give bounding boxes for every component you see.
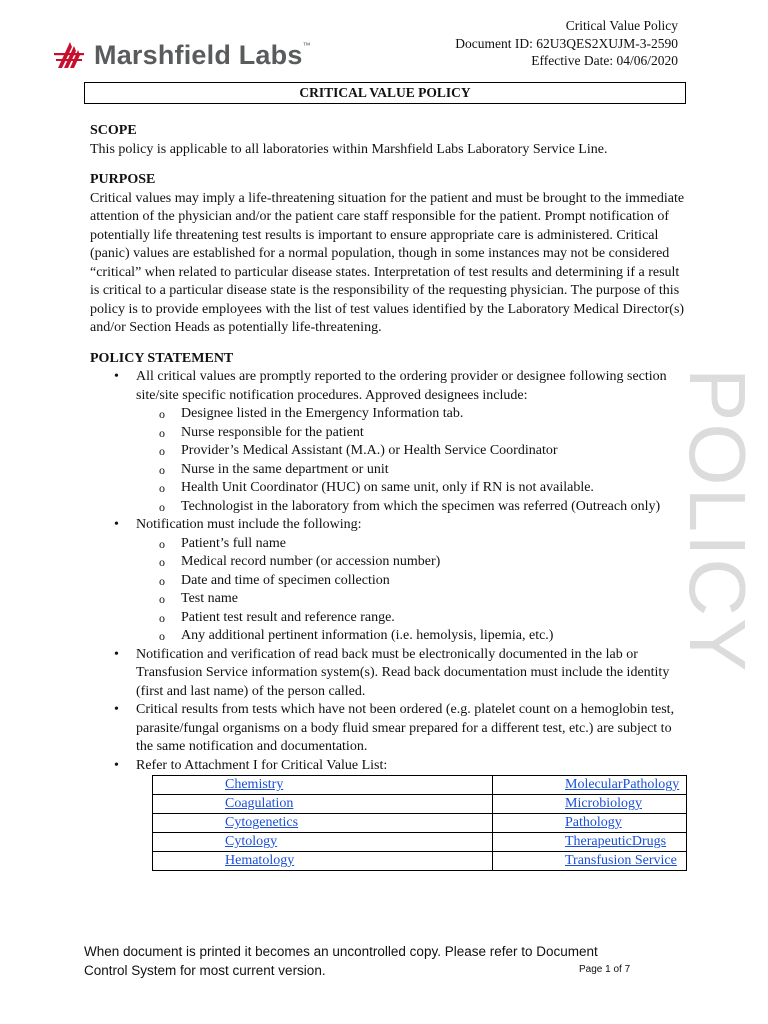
table-cell bbox=[153, 776, 493, 795]
list-item: o Test name bbox=[136, 590, 690, 609]
list-item: o Provider’s Medical Assistant (M.A.) or Health Service Coordinator bbox=[136, 442, 690, 461]
link-coagulation[interactable]: Coagulation bbox=[225, 796, 294, 811]
policy-bullet bbox=[90, 646, 690, 702]
list-item: o Nurse in the same department or unit bbox=[136, 461, 690, 480]
bullet-text: All critical values are promptly reported to the ordering provider or designee following section site/site specific notification procedures. Approved designees include: bbox=[136, 369, 667, 403]
link-therapeutic-drugs[interactable]: TherapeuticDrugs bbox=[565, 834, 667, 849]
list-item: o Technologist in the laboratory from which the specimen was referred (Outreach only) bbox=[136, 498, 690, 517]
meta-policy-name: Critical Value Policy bbox=[565, 18, 678, 33]
table-row bbox=[153, 833, 687, 852]
table-cell bbox=[493, 814, 687, 833]
purpose-heading: PURPOSE bbox=[90, 172, 156, 187]
list-item: o Nurse responsible for the patient bbox=[136, 424, 690, 443]
table-row bbox=[153, 852, 687, 871]
table-cell bbox=[493, 795, 687, 814]
policy-bullet bbox=[90, 701, 690, 757]
link-transfusion-service[interactable]: Transfusion Service bbox=[565, 853, 677, 868]
page-title: CRITICAL VALUE POLICY bbox=[84, 82, 686, 104]
policy-heading: POLICY STATEMENT bbox=[90, 350, 234, 366]
scope-text: This policy is applicable to all laboratories within Marshfield Labs Laboratory Service Line. bbox=[90, 141, 608, 157]
notification-list bbox=[136, 535, 690, 646]
list-item: o Any additional pertinent information (i.e. hemolysis, lipemia, etc.) bbox=[136, 627, 690, 646]
link-hematology[interactable]: Hematology bbox=[225, 853, 295, 868]
policy-bullet bbox=[90, 368, 690, 516]
link-cytology[interactable]: Cytology bbox=[225, 834, 278, 849]
document-meta bbox=[455, 17, 678, 70]
page-number: Page 1 of 7 bbox=[579, 964, 631, 975]
link-molecular-pathology[interactable]: MolecularPathology bbox=[565, 777, 680, 792]
table-cell bbox=[153, 814, 493, 833]
purpose-text: Critical values may imply a life-threatening situation for the patient and must be brought to the immediate attention of the physician and/or the patient care staff responsible for the patient. Prompt notification of potentially life threatening test results is important to ensure appropriate care is administered. Critical (panic) values are established for a normal population, though in some instances may not be considered “critical” when related to particular disease states. Interpretation of test results and determining if a result is critical to a particular disease state is the responsibility of the requesting physician. The purpose of this policy is to provide employees with the list of test values identified by the Laboratory Medical Director(s) and/or Section Heads as potentially life-threatening. bbox=[90, 190, 685, 335]
critical-value-list-table bbox=[152, 775, 687, 871]
table-cell bbox=[153, 795, 493, 814]
table-cell bbox=[493, 833, 687, 852]
logo-text: Marshfield Labs bbox=[94, 39, 303, 70]
table-cell bbox=[493, 852, 687, 871]
meta-effective-date: Effective Date: 04/06/2020 bbox=[531, 53, 678, 68]
policy-bullet bbox=[90, 757, 690, 776]
list-item: o Designee listed in the Emergency Information tab. bbox=[136, 405, 690, 424]
table-cell bbox=[153, 852, 493, 871]
document-body bbox=[90, 122, 690, 871]
bullet-text: Notification and verification of read back must be electronically documented in the lab or Transfusion Service information system(s). Read back documentation must include the identity (first and last name) of the person called. bbox=[136, 646, 670, 699]
list-item: o Date and time of specimen collection bbox=[136, 572, 690, 591]
list-item: o Health Unit Coordinator (HUC) on same unit, only if RN is not available. bbox=[136, 479, 690, 498]
logo-trademark: ™ bbox=[302, 40, 311, 50]
table-cell bbox=[493, 776, 687, 795]
link-cytogenetics[interactable]: Cytogenetics bbox=[225, 815, 299, 830]
logo-mark-icon bbox=[50, 38, 88, 72]
table-row bbox=[153, 795, 687, 814]
list-item: o Medical record number (or accession number) bbox=[136, 553, 690, 572]
bullet-text: Refer to Attachment I for Critical Value List: bbox=[136, 757, 388, 773]
scope-heading: SCOPE bbox=[90, 123, 137, 138]
designee-list bbox=[136, 405, 690, 516]
table-row bbox=[153, 776, 687, 795]
list-item: o Patient’s full name bbox=[136, 535, 690, 554]
meta-document-id: Document ID: 62U3QES2XUJM-3-2590 bbox=[455, 35, 678, 51]
footer-line-1: When document is printed it becomes an uncontrolled copy. Please refer to Document bbox=[84, 944, 598, 959]
link-pathology[interactable]: Pathology bbox=[565, 815, 622, 830]
link-microbiology[interactable]: Microbiology bbox=[565, 796, 642, 811]
table-cell bbox=[153, 833, 493, 852]
policy-watermark: POLICY bbox=[673, 368, 762, 674]
table-row bbox=[153, 814, 687, 833]
bullet-text: Critical results from tests which have not been ordered (e.g. platelet count on a hemoglobin test, parasite/fungal organisms on a body fluid smear prepared for a different test, etc.) are subject to the same notification and documentation. bbox=[136, 702, 675, 754]
policy-bullets bbox=[90, 368, 690, 775]
link-chemistry[interactable]: Chemistry bbox=[225, 777, 284, 792]
marshfield-labs-logo bbox=[50, 38, 311, 72]
bullet-text: Notification must include the following: bbox=[136, 517, 362, 532]
list-item: o Patient test result and reference range. bbox=[136, 609, 690, 628]
policy-bullet bbox=[90, 516, 690, 646]
footer-line-2: Control System for most current version. bbox=[84, 963, 326, 978]
